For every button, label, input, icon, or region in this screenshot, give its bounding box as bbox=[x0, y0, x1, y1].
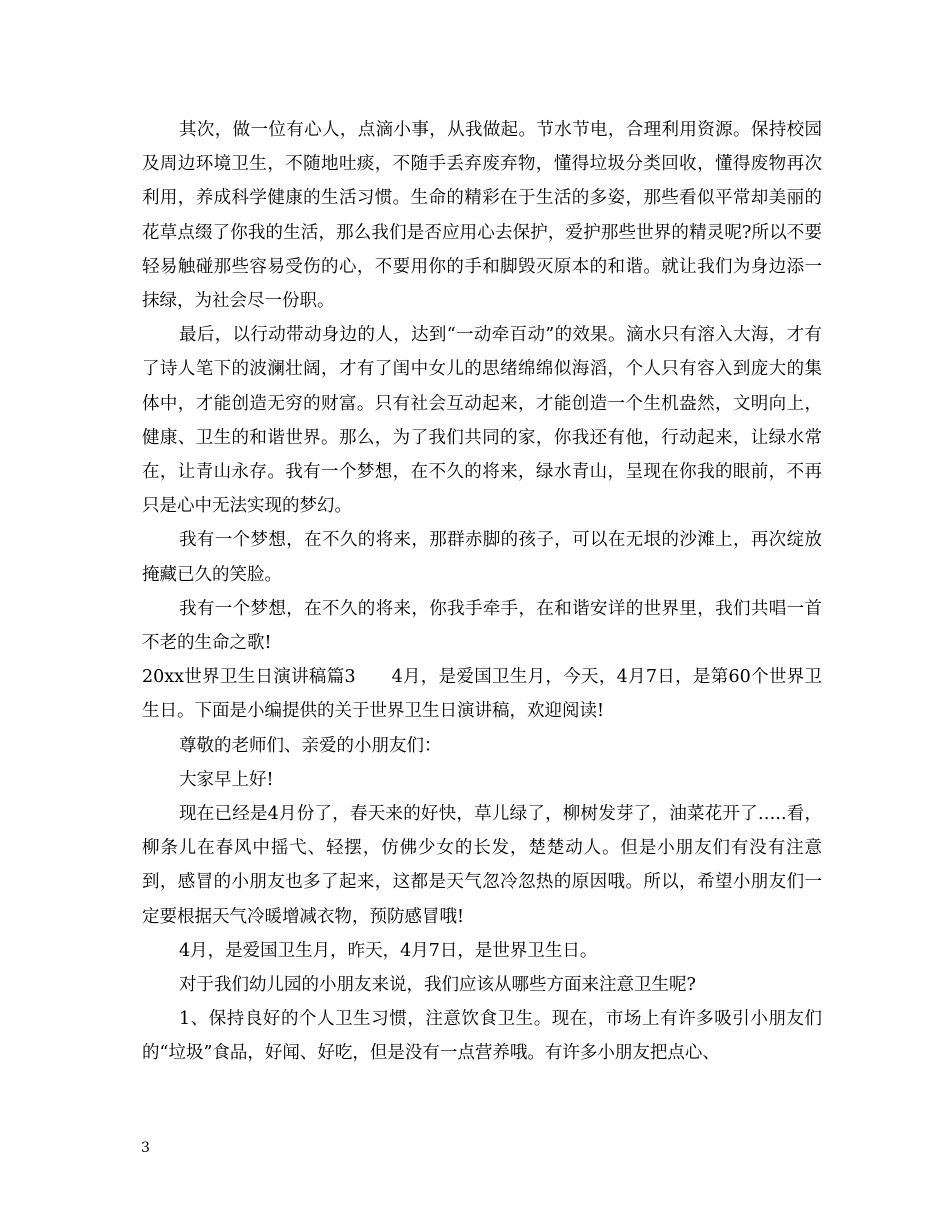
paragraph-greeting-morning: 大家早上好! bbox=[179, 769, 274, 790]
paragraph-9: 4月，是爱国卫生月，昨天，4月7日，是世界卫生日。 bbox=[179, 940, 598, 961]
paragraph-2: 最后，以行动带动身边的人，达到“一动牵百动”的效果。滴水只有溶入大海，才有了诗人笔下的波澜壮阔，才有了闺中女儿的思绪绵绵似海滔，个人只有容入到庞大的集体中，才能创造无穷的财富。只有社会互动起来，才能创造一个生机盎然，文明向上，健康、卫生的和谐世界。那么，为了我们共同的家，你我还有他，行动起来，让绿水常在，让青山永存。我有一个梦想，在不久的将来，绿水青山，呈现在你我的眼前，不再只是心中无法实现的梦幻。 bbox=[142, 325, 822, 517]
paragraph-1: 其次，做一位有心人，点滴小事，从我做起。节水节电，合理利用资源。保持校园及周边环境卫生，不随地吐痰，不随手丢弃废弃物，懂得垃圾分类回收，懂得废物再次利用，养成科学健康的生活习惯。生命的精彩在于生活的多姿，那些看似平常却美丽的花草点缀了你我的生活，那么我们是否应用心去保护，爱护那些世界的精灵呢?所以不要轻易触碰那些容易受伤的心，不要用你的手和脚毁灭原本的和谐。就让我们为身边添一抹绿，为社会尽一份职。 bbox=[142, 120, 822, 312]
paragraph-8: 现在已经是4月份了，春天来的好快，草儿绿了，柳树发芽了，油菜花开了…..看，柳条儿在春风中摇弋、轻摆，仿佛少女的长发，楚楚动人。但是小朋友们有没有注意到，感冒的小朋友也多了起来，这都是天气忽冷忽热的原因哦。所以，希望小朋友们一定要根据天气冷暖增减衣物，预防感冒哦! bbox=[142, 804, 822, 927]
paragraph-3: 我有一个梦想，在不久的将来，那群赤脚的孩子，可以在无垠的沙滩上，再次绽放掩藏已久的笑脸。 bbox=[142, 530, 822, 585]
page-number: 3 bbox=[141, 1140, 150, 1156]
paragraph-4: 我有一个梦想，在不久的将来，你我手牵手，在和谐安详的世界里，我们共唱一首不老的生命之歌! bbox=[142, 598, 822, 654]
paragraph-11: 1、保持良好的个人卫生习惯，注意饮食卫生。现在，市场上有许多吸引小朋友们的“垃圾”食品，好闻、好吃，但是没有一点营养哦。有许多小朋友把点心、 bbox=[142, 1009, 822, 1064]
paragraph-greeting-audience: 尊敬的老师们、亲爱的小朋友们： bbox=[179, 735, 442, 756]
document-body bbox=[142, 113, 822, 1071]
section-heading-paragraph: 20xx世界卫生日演讲稿篇3 4月，是爱国卫生月，今天，4月7日，是第60个世界卫生日。下面是小编提供的关于世界卫生日演讲稿，欢迎阅读! bbox=[142, 667, 822, 722]
paragraph-10: 对于我们幼儿园的小朋友来说，我们应该从哪些方面来注意卫生呢? bbox=[179, 975, 696, 996]
